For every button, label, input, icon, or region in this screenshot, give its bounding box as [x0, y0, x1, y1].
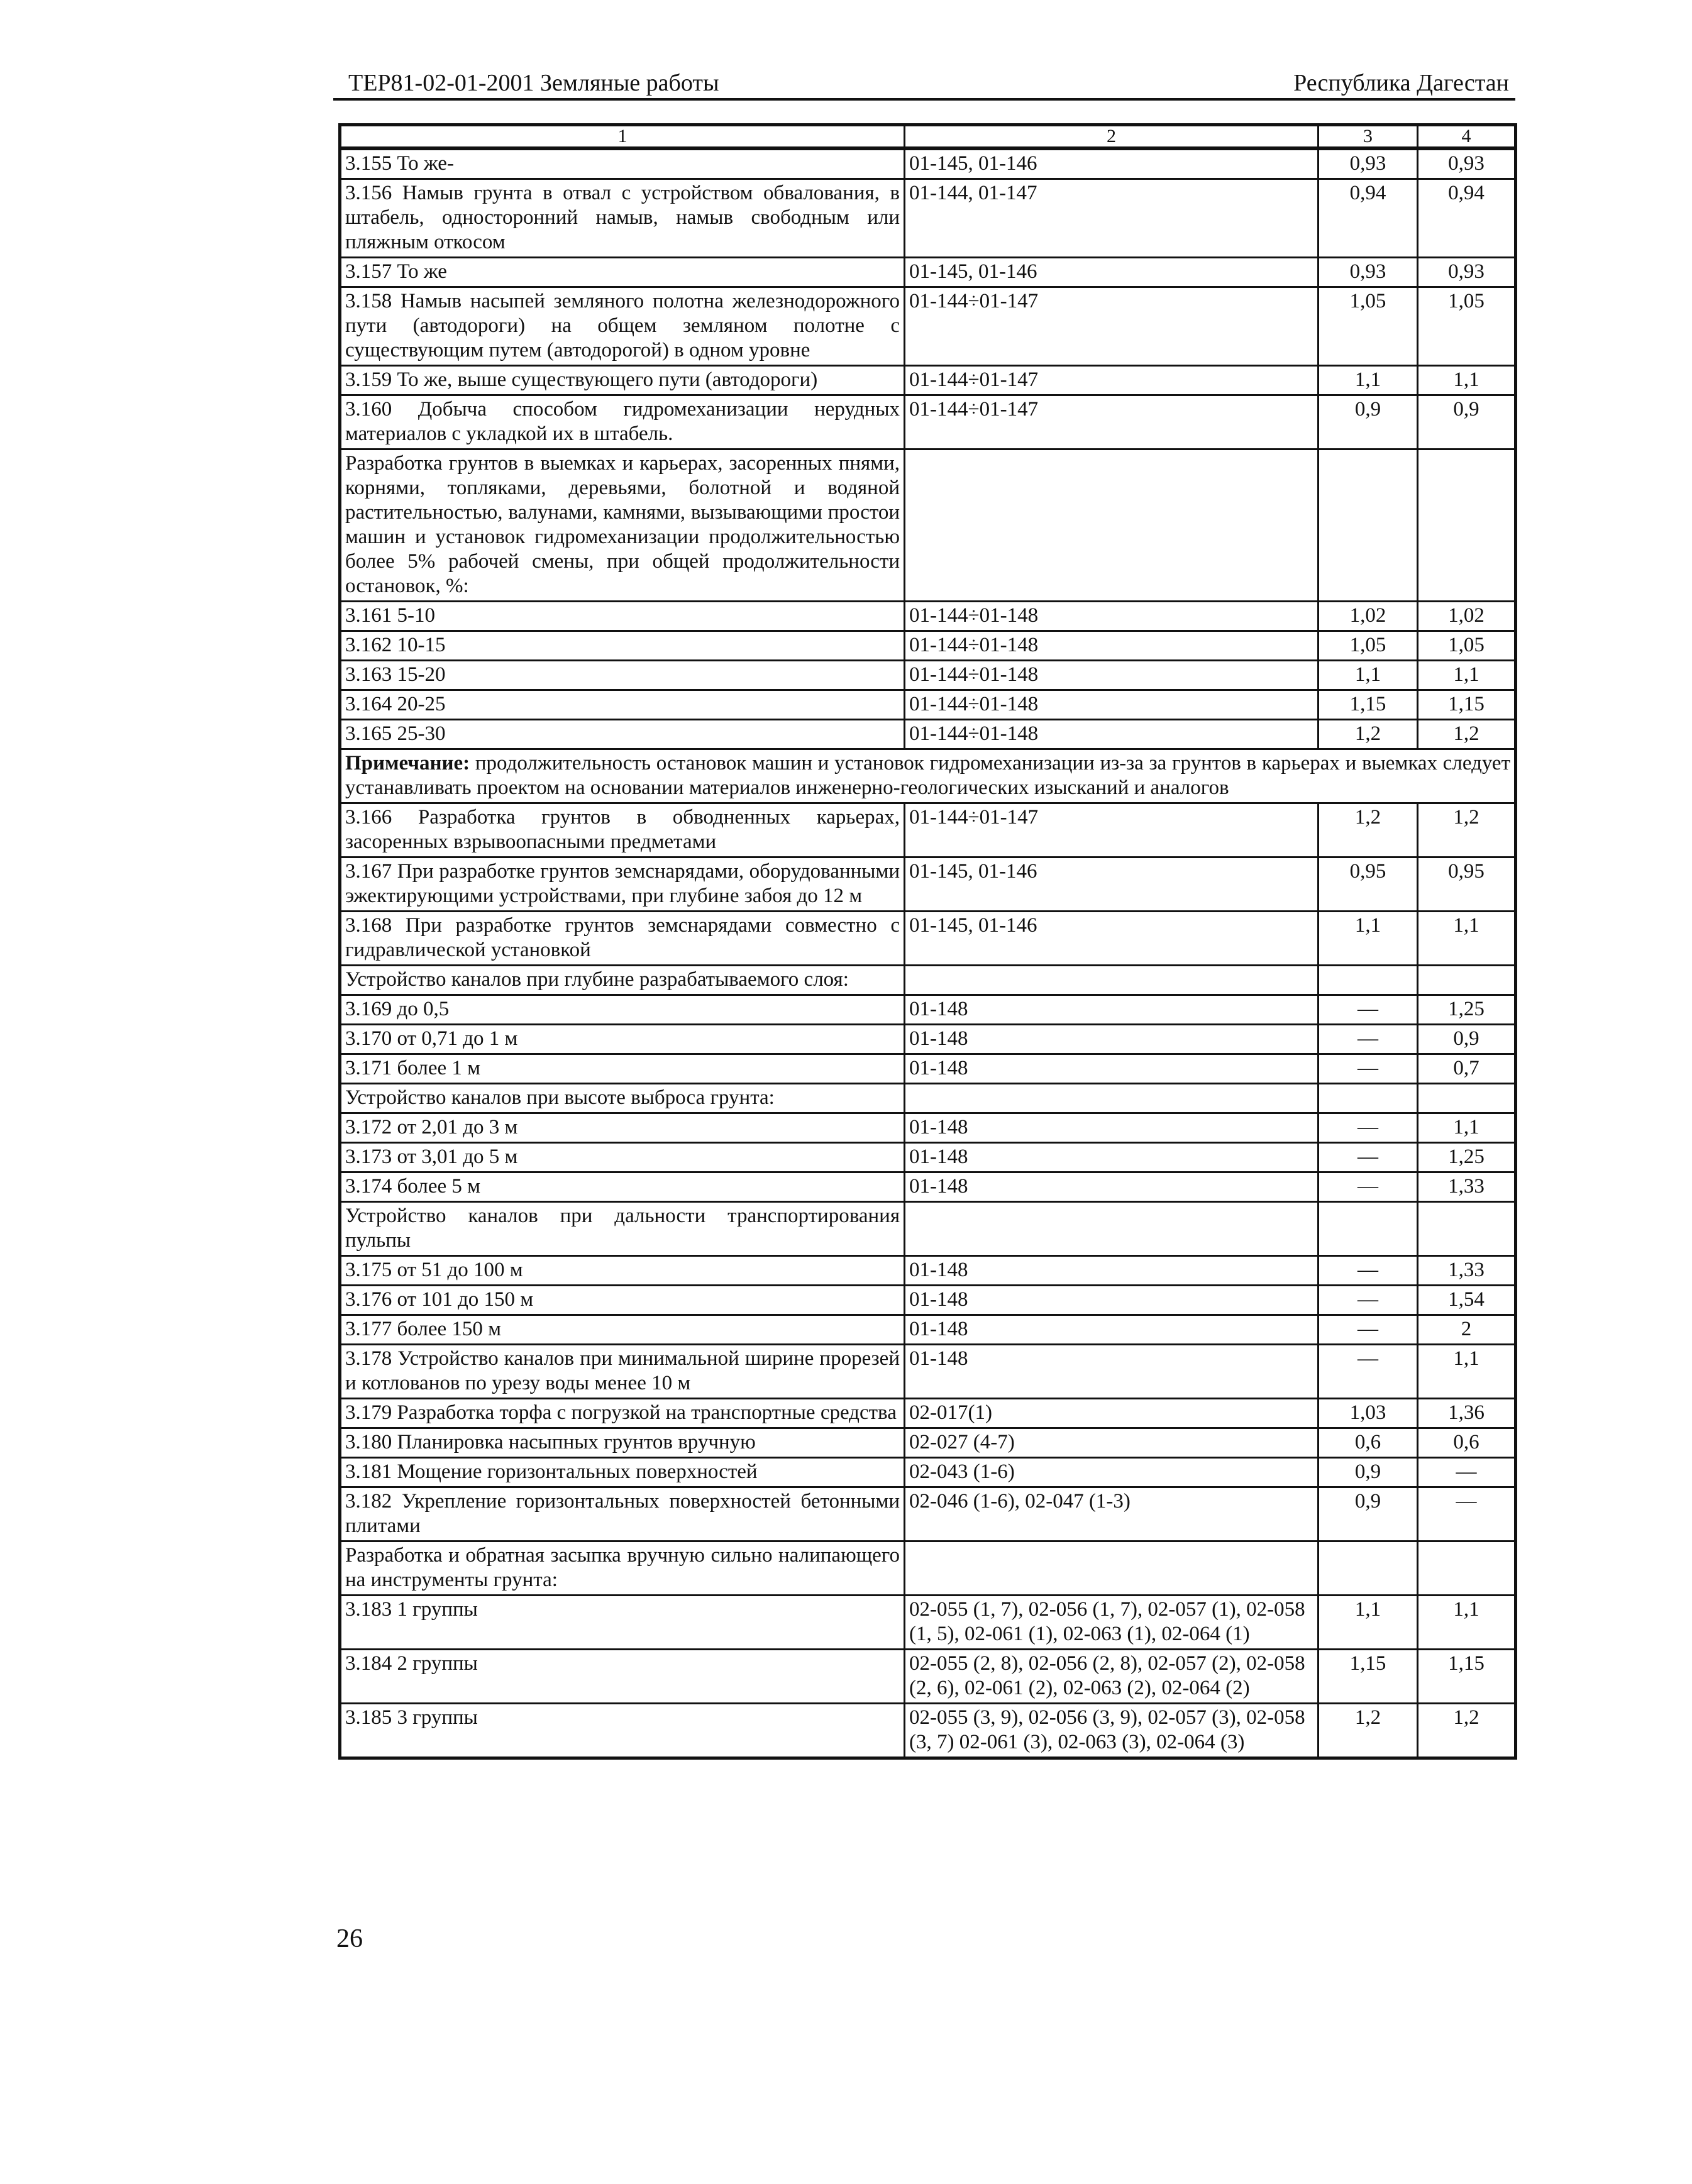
page-number: 26 [336, 1924, 363, 1953]
table-note-row [340, 749, 1516, 803]
coefficient-cell-3: 1,1 [1319, 1596, 1418, 1650]
coefficients-table [338, 123, 1517, 1760]
table-row [340, 995, 1516, 1025]
column-header-4: 4 [1418, 125, 1516, 149]
coefficient-cell-4: 1,05 [1418, 631, 1516, 661]
description-cell: 3.169 до 0,5 [340, 995, 905, 1025]
coefficient-cell-4: 0,7 [1418, 1054, 1516, 1084]
code-cell [905, 1084, 1319, 1113]
table-row [340, 1428, 1516, 1458]
description-cell: 3.173 от 3,01 до 5 м [340, 1143, 905, 1172]
note-cell [340, 749, 1516, 803]
coefficient-cell-3: 0,9 [1319, 395, 1418, 449]
description-cell: 3.160 Добыча способом гидромеханизации нерудных материалов с укладкой их в штабель. [340, 395, 905, 449]
coefficient-cell-4 [1418, 449, 1516, 602]
description-cell: 3.172 от 2,01 до 3 м [340, 1113, 905, 1143]
description-cell: 3.162 10-15 [340, 631, 905, 661]
coefficient-cell-4: 1,1 [1418, 1596, 1516, 1650]
code-cell: 02-043 (1-6) [905, 1458, 1319, 1487]
code-cell: 01-144, 01-147 [905, 179, 1319, 258]
code-cell: 01-144÷01-148 [905, 602, 1319, 631]
coefficient-cell-4: 1,15 [1418, 690, 1516, 720]
coefficient-cell-3: 1,2 [1319, 803, 1418, 858]
coefficient-cell-4: 0,94 [1418, 179, 1516, 258]
table-row [340, 258, 1516, 287]
code-cell: 02-046 (1-6), 02-047 (1-3) [905, 1487, 1319, 1541]
coefficient-cell-4: — [1418, 1487, 1516, 1541]
description-cell: 3.178 Устройство каналов при минимальной ширине прорезей и котлованов по урезу воды менее 10 м [340, 1345, 905, 1399]
region-name: Республика Дагестан [1293, 70, 1509, 96]
coefficient-cell-4: 1,15 [1418, 1650, 1516, 1704]
code-cell [905, 449, 1319, 602]
table-row [340, 1704, 1516, 1758]
description-cell: 3.159 То же, выше существующего пути (автодороги) [340, 366, 905, 395]
description-cell: 3.184 2 группы [340, 1650, 905, 1704]
coefficient-cell-4: 0,9 [1418, 395, 1516, 449]
coefficient-cell-4 [1418, 1541, 1516, 1596]
coefficient-cell-3: 0,94 [1319, 179, 1418, 258]
code-cell: 02-017(1) [905, 1399, 1319, 1428]
coefficient-cell-3: 1,1 [1319, 912, 1418, 966]
coefficient-cell-3: 1,1 [1319, 661, 1418, 690]
description-cell: 3.174 более 5 м [340, 1172, 905, 1202]
code-cell: 01-145, 01-146 [905, 148, 1319, 179]
coefficient-cell-3 [1319, 1541, 1418, 1596]
code-cell: 01-148 [905, 1286, 1319, 1315]
description-cell: 3.163 15-20 [340, 661, 905, 690]
coefficient-cell-3 [1319, 1084, 1418, 1113]
code-cell [905, 1541, 1319, 1596]
table-row [340, 1054, 1516, 1084]
table-row [340, 631, 1516, 661]
coefficient-cell-4: 0,95 [1418, 858, 1516, 912]
description-cell: 3.175 от 51 до 100 м [340, 1256, 905, 1286]
coefficient-cell-3: — [1319, 1345, 1418, 1399]
description-cell: 3.180 Планировка насыпных грунтов вручную [340, 1428, 905, 1458]
table-row [340, 1487, 1516, 1541]
coefficient-cell-4 [1418, 1202, 1516, 1256]
table-row [340, 690, 1516, 720]
note-label: Примечание: [345, 752, 470, 775]
description-cell: 3.164 20-25 [340, 690, 905, 720]
description-cell: Устройство каналов при высоте выброса грунта: [340, 1084, 905, 1113]
code-cell: 02-055 (2, 8), 02-056 (2, 8), 02-057 (2), 02-058 (2, 6), 02-061 (2), 02-063 (2), 02-064 (2) [905, 1650, 1319, 1704]
table-row [340, 1143, 1516, 1172]
code-cell: 01-148 [905, 1315, 1319, 1345]
description-cell: 3.156 Намыв грунта в отвал с устройством обвалования, в штабель, односторонний намыв, намыв свободным или пляжным откосом [340, 179, 905, 258]
table-row [340, 803, 1516, 858]
description-cell: 3.183 1 группы [340, 1596, 905, 1650]
coefficient-cell-4 [1418, 1084, 1516, 1113]
code-cell: 01-145, 01-146 [905, 858, 1319, 912]
column-header-3: 3 [1319, 125, 1418, 149]
coefficient-cell-4: 1,1 [1418, 366, 1516, 395]
code-cell: 01-144÷01-147 [905, 395, 1319, 449]
table-row [340, 858, 1516, 912]
description-cell: 3.158 Намыв насыпей земляного полотна железнодорожного пути (автодороги) на общем земляном полотне с существующим путем (автодорогой) в одном уровне [340, 287, 905, 366]
code-cell: 01-148 [905, 1054, 1319, 1084]
table-row [340, 1541, 1516, 1596]
code-cell: 01-144÷01-148 [905, 690, 1319, 720]
coefficient-cell-4: 1,25 [1418, 1143, 1516, 1172]
coefficient-cell-3: — [1319, 1172, 1418, 1202]
description-cell: Устройство каналов при дальности транспортирования пульпы [340, 1202, 905, 1256]
coefficient-cell-3: 1,2 [1319, 720, 1418, 749]
table-row [340, 287, 1516, 366]
code-cell: 01-144÷01-148 [905, 631, 1319, 661]
table-row [340, 602, 1516, 631]
table-row [340, 1172, 1516, 1202]
description-cell: 3.171 более 1 м [340, 1054, 905, 1084]
description-cell: 3.179 Разработка торфа с погрузкой на транспортные средства [340, 1399, 905, 1428]
table-row [340, 1650, 1516, 1704]
coefficient-cell-3: 1,05 [1319, 287, 1418, 366]
table-row [340, 1084, 1516, 1113]
table-row [340, 1458, 1516, 1487]
description-cell: 3.166 Разработка грунтов в обводненных карьерах, засоренных взрывоопасными предметами [340, 803, 905, 858]
table-row [340, 1025, 1516, 1054]
coefficient-cell-3: 1,03 [1319, 1399, 1418, 1428]
table-header-row [340, 125, 1516, 149]
coefficient-cell-4: 1,1 [1418, 1113, 1516, 1143]
coefficient-cell-4: 1,05 [1418, 287, 1516, 366]
table-row [340, 661, 1516, 690]
table-row [340, 148, 1516, 179]
description-cell: Разработка грунтов в выемках и карьерах, засоренных пнями, корнями, топляками, деревьями, болотной и водяной растительностью, валунами, камнями, вызывающими простои машин и установок гидромеханизации продолжительностью более 5% рабочей смены, при общей продолжительности остановок, %: [340, 449, 905, 602]
coefficient-cell-3: 1,02 [1319, 602, 1418, 631]
code-cell: 01-145, 01-146 [905, 912, 1319, 966]
description-cell: 3.181 Мощение горизонтальных поверхностей [340, 1458, 905, 1487]
description-cell: 3.157 То же [340, 258, 905, 287]
coefficient-cell-3 [1319, 449, 1418, 602]
code-cell: 01-148 [905, 1256, 1319, 1286]
coefficient-cell-3: 1,2 [1319, 1704, 1418, 1758]
coefficient-cell-3: — [1319, 995, 1418, 1025]
table-row [340, 179, 1516, 258]
code-cell: 01-144÷01-147 [905, 366, 1319, 395]
coefficient-cell-3: — [1319, 1286, 1418, 1315]
code-cell: 01-148 [905, 1143, 1319, 1172]
code-cell: 02-055 (3, 9), 02-056 (3, 9), 02-057 (3), 02-058 (3, 7) 02-061 (3), 02-063 (3), 02-064 (3) [905, 1704, 1319, 1758]
description-cell: 3.182 Укрепление горизонтальных поверхностей бетонными плитами [340, 1487, 905, 1541]
coefficient-cell-4: 1,36 [1418, 1399, 1516, 1428]
code-cell: 01-148 [905, 995, 1319, 1025]
description-cell: 3.176 от 101 до 150 м [340, 1286, 905, 1315]
coefficient-cell-3: 1,15 [1319, 1650, 1418, 1704]
coefficient-cell-4: 2 [1418, 1315, 1516, 1345]
coefficient-cell-4: 1,54 [1418, 1286, 1516, 1315]
document-title: ТЕР81-02-01-2001 Земляные работы [348, 70, 719, 96]
table-row [340, 720, 1516, 749]
coefficient-cell-4: 0,9 [1418, 1025, 1516, 1054]
coefficient-cell-4: 0,6 [1418, 1428, 1516, 1458]
table-row [340, 1113, 1516, 1143]
table-row [340, 966, 1516, 995]
coefficient-cell-3: — [1319, 1256, 1418, 1286]
coefficient-cell-4: 0,93 [1418, 258, 1516, 287]
code-cell: 01-144÷01-147 [905, 287, 1319, 366]
table-row [340, 1345, 1516, 1399]
code-cell [905, 1202, 1319, 1256]
description-cell: 3.161 5-10 [340, 602, 905, 631]
description-cell: 3.185 3 группы [340, 1704, 905, 1758]
coefficient-cell-3 [1319, 1202, 1418, 1256]
table-row [340, 366, 1516, 395]
coefficient-cell-3: — [1319, 1143, 1418, 1172]
table-row [340, 1596, 1516, 1650]
coefficient-cell-3: 0,93 [1319, 148, 1418, 179]
code-cell: 01-148 [905, 1113, 1319, 1143]
table-row [340, 1315, 1516, 1345]
coefficient-cell-3 [1319, 966, 1418, 995]
coefficient-cell-3: 0,6 [1319, 1428, 1418, 1458]
column-header-1: 1 [340, 125, 905, 149]
code-cell: 01-144÷01-148 [905, 720, 1319, 749]
coefficient-cell-3: — [1319, 1054, 1418, 1084]
coefficient-cell-4: 1,2 [1418, 1704, 1516, 1758]
coefficient-cell-4: 0,93 [1418, 148, 1516, 179]
coefficient-cell-3: 0,9 [1319, 1487, 1418, 1541]
table-row [340, 1256, 1516, 1286]
note-text: продолжительность остановок машин и установок гидромеханизации из-за за грунтов в карьерах и выемках следует устанавливать проектом на основании материалов инженерно-геологических изысканий и аналогов [345, 752, 1510, 799]
code-cell: 01-144÷01-147 [905, 803, 1319, 858]
code-cell [905, 966, 1319, 995]
page-header [333, 69, 1515, 101]
description-cell: 3.170 от 0,71 до 1 м [340, 1025, 905, 1054]
coefficient-cell-4: — [1418, 1458, 1516, 1487]
coefficient-cell-3: — [1319, 1315, 1418, 1345]
code-cell: 01-148 [905, 1025, 1319, 1054]
coefficient-cell-3: 1,05 [1319, 631, 1418, 661]
column-header-2: 2 [905, 125, 1319, 149]
coefficient-cell-4: 1,1 [1418, 1345, 1516, 1399]
description-cell: 3.168 При разработке грунтов земснарядами совместно с гидравлической установкой [340, 912, 905, 966]
code-cell: 02-055 (1, 7), 02-056 (1, 7), 02-057 (1), 02-058 (1, 5), 02-061 (1), 02-063 (1), 02-064 (1) [905, 1596, 1319, 1650]
coefficient-cell-4: 1,33 [1418, 1256, 1516, 1286]
coefficient-cell-3: — [1319, 1113, 1418, 1143]
coefficient-cell-4: 1,33 [1418, 1172, 1516, 1202]
table-row [340, 449, 1516, 602]
table-body [340, 148, 1516, 1758]
description-cell: Устройство каналов при глубине разрабатываемого слоя: [340, 966, 905, 995]
coefficient-cell-3: — [1319, 1025, 1418, 1054]
coefficient-cell-4: 1,1 [1418, 912, 1516, 966]
code-cell: 01-148 [905, 1172, 1319, 1202]
coefficient-cell-3: 1,1 [1319, 366, 1418, 395]
code-cell: 01-148 [905, 1345, 1319, 1399]
description-cell: Разработка и обратная засыпка вручную сильно налипающего на инструменты грунта: [340, 1541, 905, 1596]
coefficient-cell-3: 0,95 [1319, 858, 1418, 912]
coefficient-cell-4: 1,1 [1418, 661, 1516, 690]
coefficient-cell-4: 1,2 [1418, 803, 1516, 858]
description-cell: 3.155 То же- [340, 148, 905, 179]
coefficient-cell-4: 1,2 [1418, 720, 1516, 749]
table-row [340, 1202, 1516, 1256]
table-row [340, 1399, 1516, 1428]
coefficient-cell-4: 1,02 [1418, 602, 1516, 631]
coefficient-cell-3: 0,9 [1319, 1458, 1418, 1487]
coefficient-cell-3: 0,93 [1319, 258, 1418, 287]
description-cell: 3.167 При разработке грунтов земснарядами, оборудованными эжектирующими устройствами, при глубине забоя до 12 м [340, 858, 905, 912]
table-row [340, 1286, 1516, 1315]
code-cell: 01-144÷01-148 [905, 661, 1319, 690]
table-row [340, 395, 1516, 449]
description-cell: 3.165 25-30 [340, 720, 905, 749]
description-cell: 3.177 более 150 м [340, 1315, 905, 1345]
coefficient-cell-4: 1,25 [1418, 995, 1516, 1025]
coefficient-cell-4 [1418, 966, 1516, 995]
code-cell: 01-145, 01-146 [905, 258, 1319, 287]
table-row [340, 912, 1516, 966]
code-cell: 02-027 (4-7) [905, 1428, 1319, 1458]
coefficient-cell-3: 1,15 [1319, 690, 1418, 720]
